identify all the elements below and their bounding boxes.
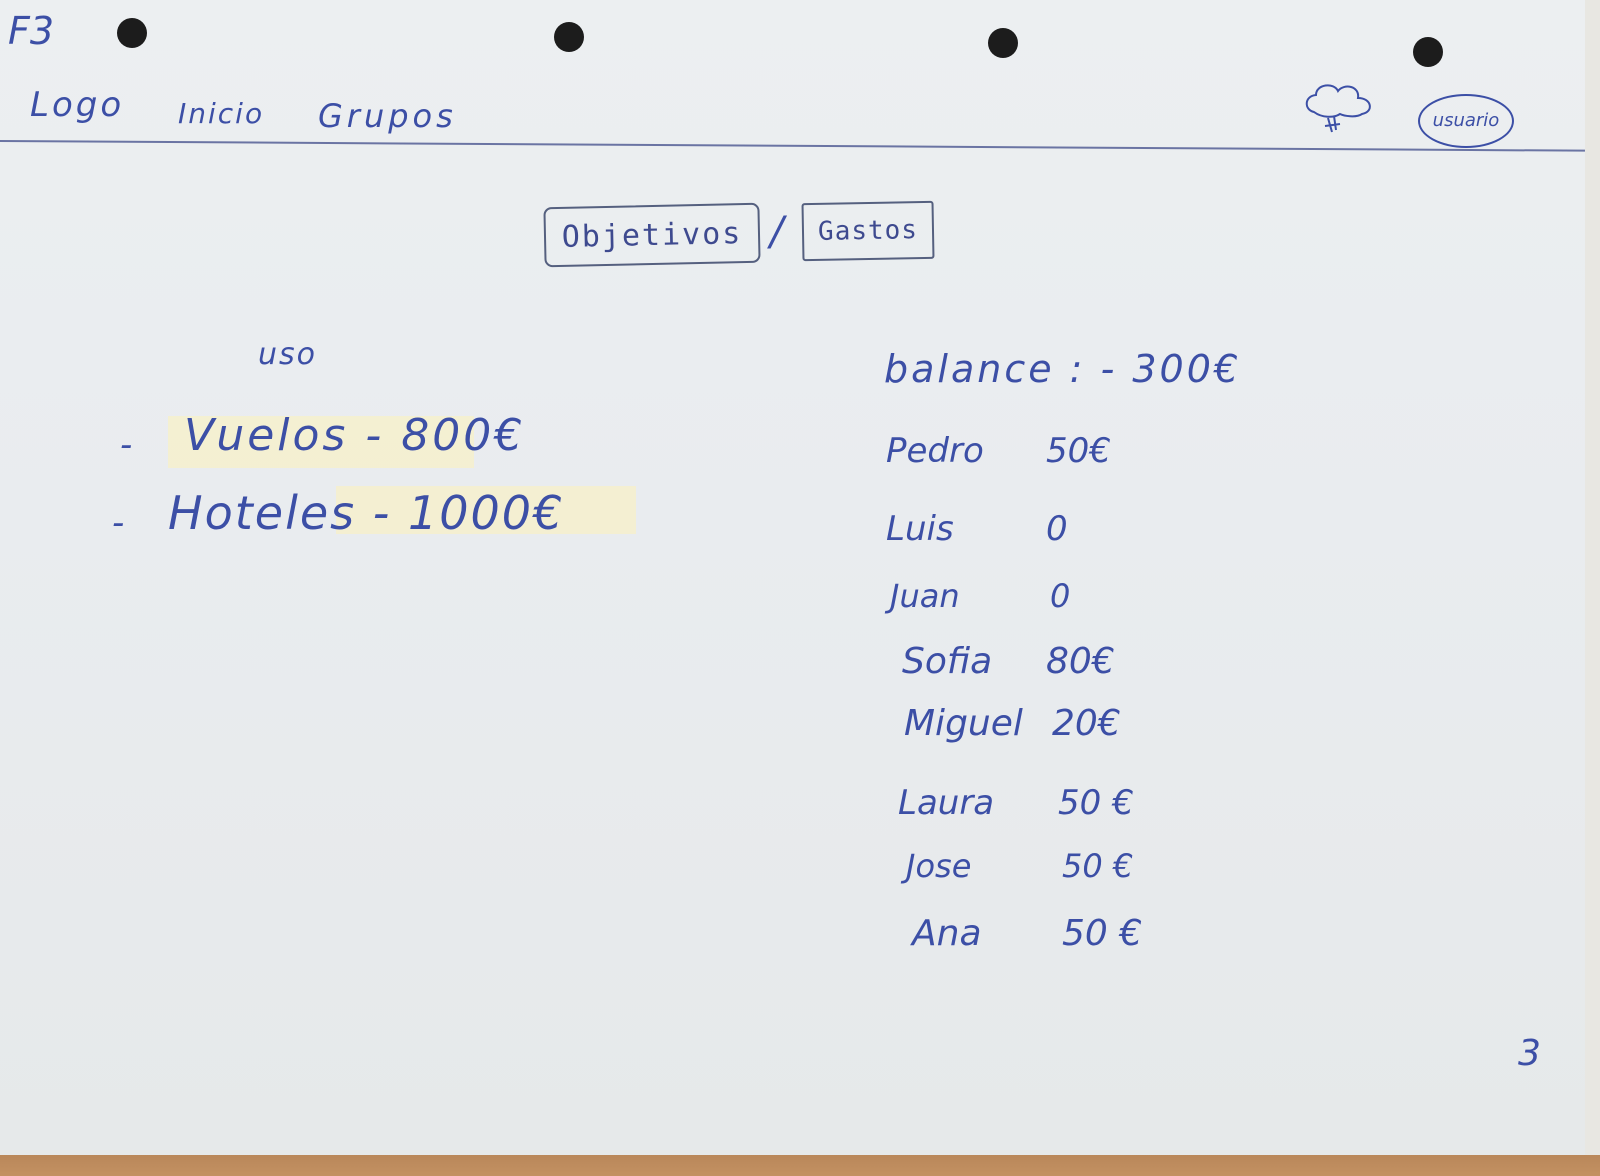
person-amount: 50 € [1058, 783, 1134, 823]
user-button[interactable] [1418, 94, 1514, 148]
page-label: F3 [8, 9, 55, 53]
person-row [902, 641, 1115, 682]
person-row [898, 783, 1134, 823]
person-row [890, 577, 1071, 615]
person-amount: 50 € [1062, 913, 1143, 954]
person-row [886, 431, 1111, 471]
person-name: Miguel [904, 703, 1023, 744]
person-amount: 80€ [1046, 641, 1115, 682]
tab-objetivos-label: Objetivos [561, 215, 743, 255]
person-name: Sofia [902, 641, 993, 682]
person-row [906, 847, 1134, 885]
person-name: Ana [912, 913, 982, 954]
nav-logo[interactable]: Logo [30, 85, 125, 125]
person-amount: 20€ [1052, 703, 1121, 744]
user-label: usuario [1432, 110, 1500, 131]
person-name: Pedro [886, 431, 984, 471]
person-row [886, 509, 1068, 549]
tab-separator: / [770, 209, 784, 255]
tab-gastos-label: Gastos [817, 215, 919, 247]
person-name: Jose [906, 847, 972, 885]
list-bullet: - [112, 503, 125, 543]
person-name: Luis [886, 509, 954, 549]
expense-item-vuelos[interactable]: Vuelos - 800€ [184, 410, 526, 461]
punch-hole [554, 22, 584, 52]
list-bullet: - [120, 425, 133, 465]
cloud-icon[interactable] [1300, 78, 1380, 138]
balance-label: balance : - 300€ [884, 347, 1242, 391]
person-name: Laura [898, 783, 995, 823]
expense-item-hoteles[interactable]: Hoteles - 1000€ [168, 486, 565, 540]
page-number: 3 [1518, 1033, 1541, 1074]
nav-inicio[interactable]: Inicio [178, 97, 265, 130]
person-amount: 0 [1046, 509, 1068, 549]
tab-gastos[interactable] [802, 201, 935, 261]
uso-title: uso [258, 337, 317, 372]
person-name: Juan [890, 577, 960, 615]
tab-objetivos[interactable] [543, 203, 760, 268]
person-row [912, 913, 1143, 954]
nav-grupos[interactable]: Grupos [318, 97, 457, 135]
person-amount: 0 [1050, 577, 1071, 615]
punch-hole [988, 28, 1018, 58]
desk-edge [0, 1155, 1600, 1176]
person-amount: 50 € [1062, 847, 1134, 885]
punch-hole [117, 18, 147, 48]
person-row [904, 703, 1121, 744]
punch-hole [1413, 37, 1443, 67]
person-amount: 50€ [1046, 431, 1111, 471]
